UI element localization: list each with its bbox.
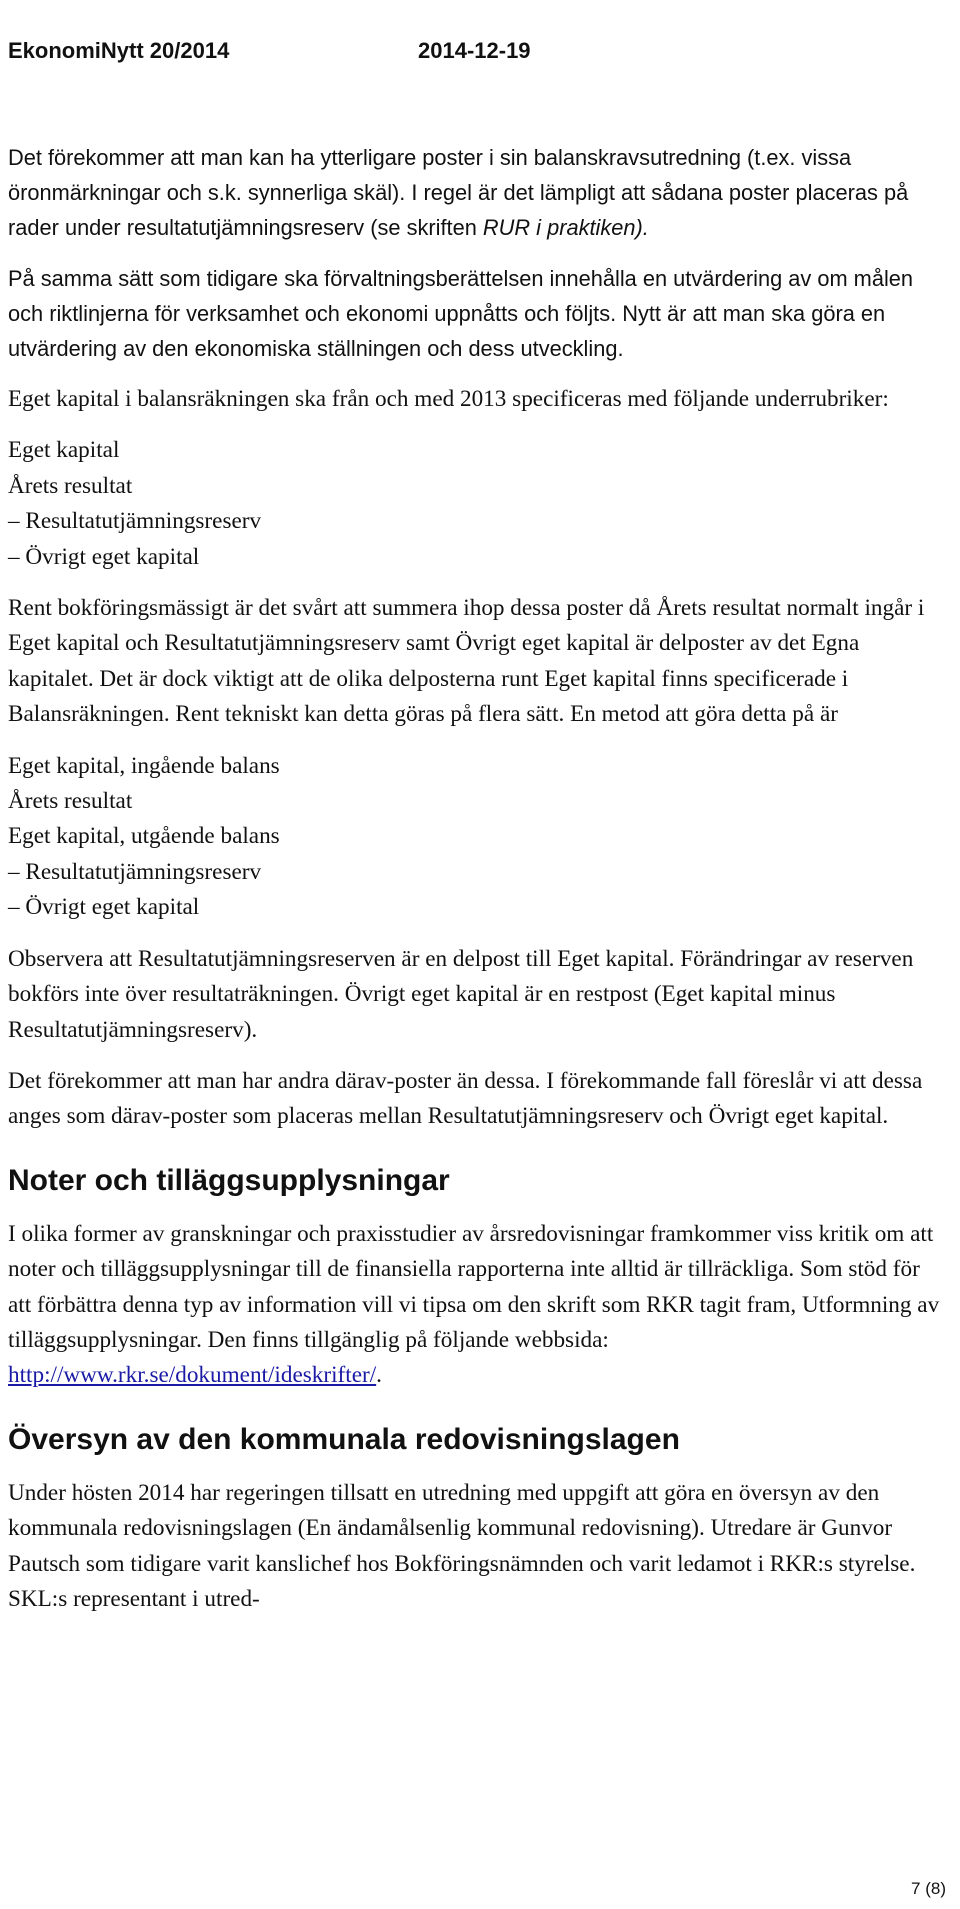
header-publication: EkonomiNytt 20/2014 (8, 38, 230, 63)
paragraph-bokforing: Rent bokföringsmässigt är det svårt att summera ihop dessa poster då Årets resultat normalt ingår i Eget kapital och Resultatutjämningsreserv samt Övrigt eget kapital är delposter av det Egna kapitalet. Det är dock viktigt att de olika delposterna runt Eget kapital finns specificerade i Balansräkningen. Rent tekniskt kan detta göras på flera sätt. En metod att göra detta på är (8, 595, 925, 728)
list-item: Eget kapital (8, 437, 120, 464)
paragraph-noter (8, 1217, 943, 1394)
list-item: Eget kapital, utgående balans (8, 823, 280, 850)
paragraph-observera: Observera att Resultatutjämningsreserven är en delpost till Eget kapital. Förändringar av reserven bokförs inte över resultaträkningen. Övrigt eget kapital är en restpost (Eget kapital minus Resultatutjämningsreserv). (8, 945, 914, 1043)
paragraph-intro-italic: RUR i praktiken). (482, 215, 649, 240)
paragraph-darav-poster: Det förekommer att man har andra därav-poster än dessa. I förekommande fall föreslår vi att dessa anges som därav-poster som placeras mellan Resultatutjämningsreserv och Övrigt eget kapital. (8, 1067, 923, 1130)
list-metod (8, 749, 943, 926)
list-item: – Övrigt eget kapital (8, 894, 200, 921)
paragraph-noter-end: . (376, 1362, 382, 1389)
list-item: – Resultatutjämningsreserv (8, 858, 262, 885)
page-number: 7 (8) (911, 1879, 946, 1898)
list-item: Eget kapital, ingående balans (8, 752, 280, 779)
paragraph-oversyn: Under hösten 2014 har regeringen tillsatt en utredning med uppgift att göra en översyn av den kommunala redovisningslagen (En ändamålsenlig kommunal redovisning). Utredare är Gunvor Pautsch som tidigare varit kanslichef hos Bokföringsnämnden och varit ledamot i RKR:s styrelse. SKL:s representant i utred- (8, 1479, 916, 1612)
list-item: – Övrigt eget kapital (8, 543, 200, 570)
list-item: Årets resultat (8, 788, 133, 815)
list-item: Årets resultat (8, 472, 133, 499)
paragraph-forvaltningsberattelse: På samma sätt som tidigare ska förvaltningsberättelsen innehålla en utvärdering av om målen och riktlinjerna för verksamhet och ekonomi uppnåtts och följts. Nytt är att man ska göra en utvärdering av den ekonomiska ställningen och dess utveckling. (8, 266, 914, 361)
list-item: – Resultatutjämningsreserv (8, 508, 262, 535)
header-date: 2014-12-19 (418, 38, 531, 63)
section-heading-noter: Noter och tilläggsupplysningar (8, 1163, 450, 1197)
section-heading-oversyn: Översyn av den kommunala redovisningslagen (8, 1422, 680, 1456)
paragraph-eget-kapital: Eget kapital i balansräkningen ska från och med 2013 specificeras med följande underrubriker: (8, 386, 889, 412)
document-body (8, 140, 943, 1633)
paragraph-intro-text: Det förekommer att man kan ha ytterligare poster i sin balanskravsutredning (t.ex. vissa öronmärkningar och s.k. synnerliga skäl). I regel är det lämpligt att sådana poster placeras på rader under resultatutjämningsreserv (se skriften (8, 145, 909, 240)
rkr-link[interactable]: http://www.rkr.se/dokument/ideskrifter/ (8, 1362, 377, 1389)
paragraph-intro (8, 140, 943, 245)
list-underrubriker (8, 433, 943, 575)
paragraph-noter-text: I olika former av granskningar och praxisstudier av årsredovisningar framkommer viss kritik om att noter och tilläggsupplysningar till de finansiella rapporterna inte alltid är tillräckliga. Som stöd för att förbättra denna typ av information vill vi tipsa om den skrift som RKR tagit fram, Utformning av tilläggsupplysningar. Den finns tillgänglig på följande webbsida: (8, 1220, 940, 1353)
